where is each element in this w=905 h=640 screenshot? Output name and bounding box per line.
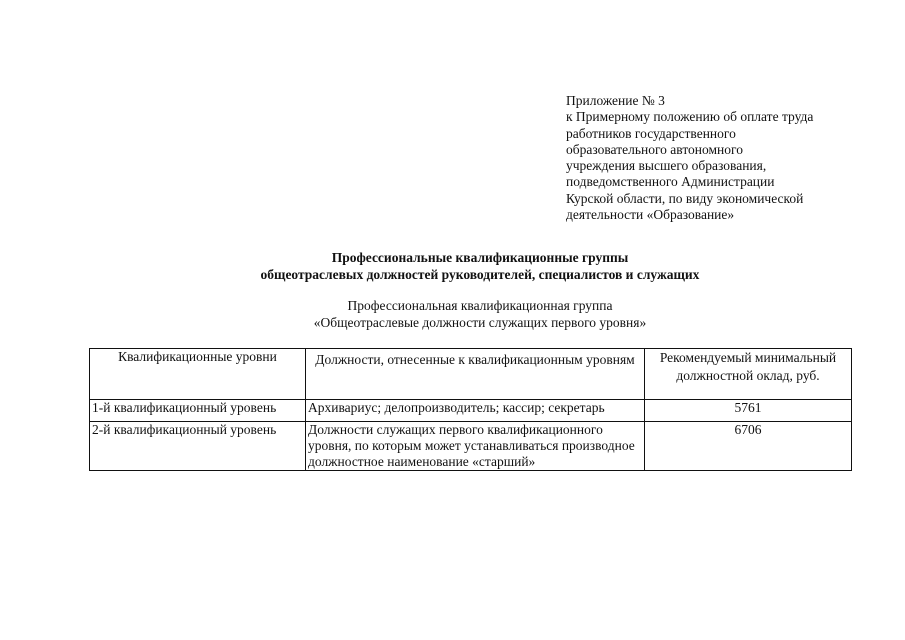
annex-line: деятельности «Образование» xyxy=(566,207,735,223)
annex-line: к Примерному положению об оплате труда xyxy=(566,109,814,125)
row-positions: Архивариус; делопроизводитель; кассир; секретарь xyxy=(306,400,645,422)
annex-line: подведомственного Администрации xyxy=(566,174,775,190)
row-level: 1-й квалификационный уровень xyxy=(90,400,306,422)
header-salary: Рекомендуемый минимальный должностной оклад, руб. xyxy=(645,349,852,400)
header-levels: Квалификационные уровни xyxy=(90,349,306,400)
annex-line: Приложение № 3 xyxy=(566,93,665,108)
annex-line: работников государственного xyxy=(566,125,736,141)
group-title-line2: «Общеотраслевые должности служащих первого уровня» xyxy=(313,314,647,330)
document-title-line1: Профессиональные квалификационные группы xyxy=(331,250,629,265)
annex-header xyxy=(566,93,866,223)
header-positions: Должности, отнесенные к квалификационным уровням xyxy=(306,349,645,400)
document-title xyxy=(180,250,780,283)
table-row xyxy=(90,400,852,422)
table-header-row xyxy=(90,349,852,400)
row-level: 2-й квалификационный уровень xyxy=(90,422,306,471)
annex-line: учреждения высшего образования, xyxy=(566,158,767,174)
document-title-line2: общеотраслевых должностей руководителей, специалистов и служащих xyxy=(260,266,700,282)
qualification-table xyxy=(89,348,852,471)
annex-line: Курской области, по виду экономической xyxy=(566,190,804,206)
row-positions: Должности служащих первого квалификационного уровня, по которым может устанавливаться производное должностное наименование «старший» xyxy=(306,422,645,471)
row-salary: 5761 xyxy=(645,400,852,422)
annex-line: образовательного автономного xyxy=(566,141,743,157)
row-salary: 6706 xyxy=(645,422,852,471)
group-title xyxy=(180,298,780,331)
table-row xyxy=(90,422,852,471)
group-title-line1: Профессиональная квалификационная группа xyxy=(347,298,613,313)
